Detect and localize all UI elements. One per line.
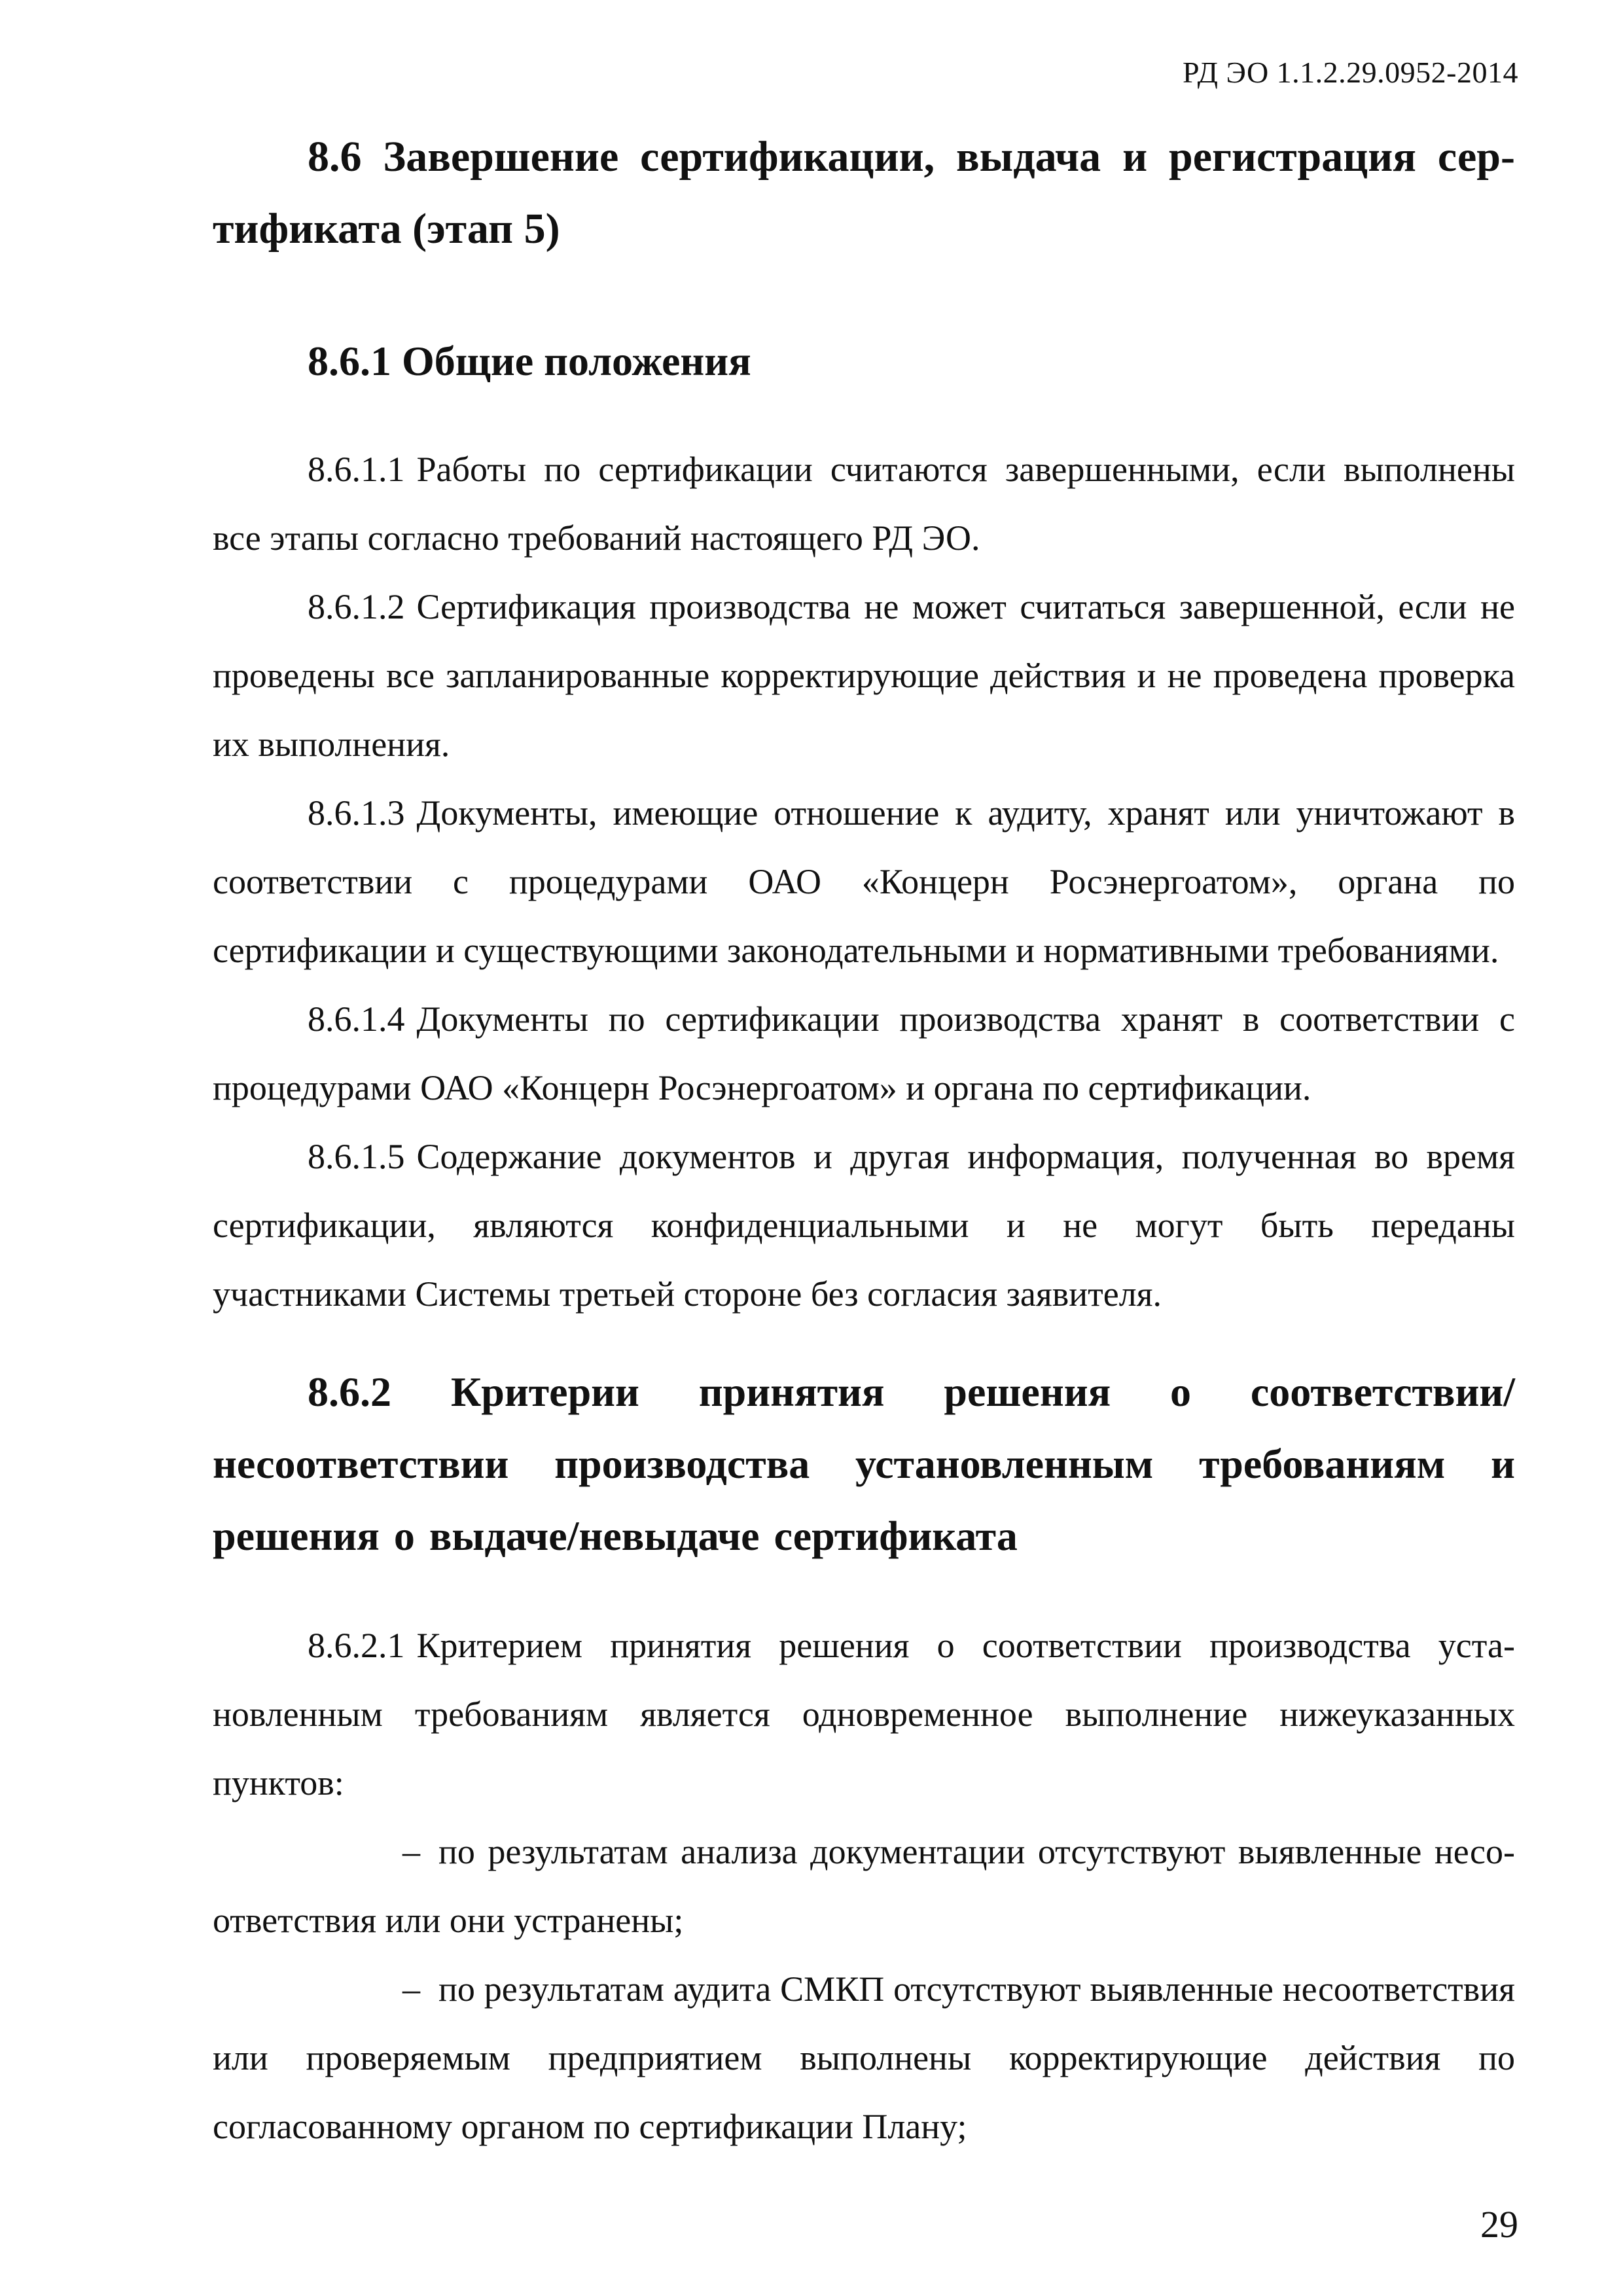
list-item-text: по результатам аудита СМКП отсутствуют выявленные несоответствия или проверяемым предприятием выполнены корректирующие действия по согласованному органом по сертификации Плану; — [213, 1969, 1515, 2146]
page-number: 29 — [1480, 2203, 1518, 2246]
paragraph-number: 8.6.1.4 — [308, 999, 405, 1039]
paragraph-8-6-1-4 — [213, 985, 1515, 1122]
paragraph-text: Документы, имеющие отношение к аудиту, хранят или уничтожают в соответствии с процедурами ОАО «Концерн Росэнергоатом», органа по сертификации и существующими законодательными и нормативными требованиями. — [213, 793, 1515, 970]
paragraph-text: Содержание документов и другая информация, полученная во время сертификации, являются конфиденциальными и не могут быть переданы участниками Системы третьей стороне без согласия заявителя. — [213, 1137, 1515, 1314]
list-item-documentation-analysis — [213, 1818, 1515, 1955]
section-8-6-2-title: 8.6.2 Критерии принятия решения о соответствии/несоответствии производства установленным требованиям и решения о выдаче/невыдаче сертификата — [213, 1369, 1515, 1559]
section-8-6-1-title: 8.6.1 Общие положения — [308, 338, 751, 384]
dash-marker: – — [402, 1832, 420, 1871]
paragraph-8-6-1-2 — [213, 573, 1515, 779]
paragraph-text: Критерием принятия решения о соответствии производства установленным требованиям является одновременное выполнение нижеуказанных пунктов: — [213, 1626, 1515, 1803]
paragraph-number: 8.6.2.1 — [308, 1626, 405, 1665]
paragraph-text: Работы по сертификации считаются завершенными, если выполнены все этапы согласно требований настоящего РД ЭО. — [213, 450, 1515, 558]
paragraph-number: 8.6.1.1 — [308, 450, 405, 489]
paragraph-8-6-1-1 — [213, 435, 1515, 573]
section-8-6-title: 8.6 Завершение сертификации, выдача и регистрация сертификата (этап 5) — [213, 133, 1515, 253]
document-code: РД ЭО 1.1.2.29.0952-2014 — [1183, 56, 1518, 89]
list-item-text: по результатам анализа документации отсутствуют выявленные несоответствия или они устранены; — [213, 1832, 1515, 1940]
paragraph-8-6-2-1 — [213, 1611, 1515, 1818]
page-content — [213, 121, 1515, 2161]
dash-marker: – — [402, 1969, 420, 2009]
list-item-audit-results — [213, 1955, 1515, 2161]
paragraph-text: Документы по сертификации производства хранят в соответствии с процедурами ОАО «Концерн Росэнергоатом» и органа по сертификации. — [213, 999, 1515, 1107]
paragraph-8-6-1-5 — [213, 1122, 1515, 1329]
paragraph-number: 8.6.1.5 — [308, 1137, 405, 1176]
paragraph-text: Сертификация производства не может считаться завершенной, если не проведены все запланированные корректирующие действия и не проведена проверка их выполнения. — [213, 587, 1515, 764]
paragraph-8-6-1-3 — [213, 779, 1515, 985]
paragraph-number: 8.6.1.3 — [308, 793, 405, 833]
paragraph-number: 8.6.1.2 — [308, 587, 405, 626]
